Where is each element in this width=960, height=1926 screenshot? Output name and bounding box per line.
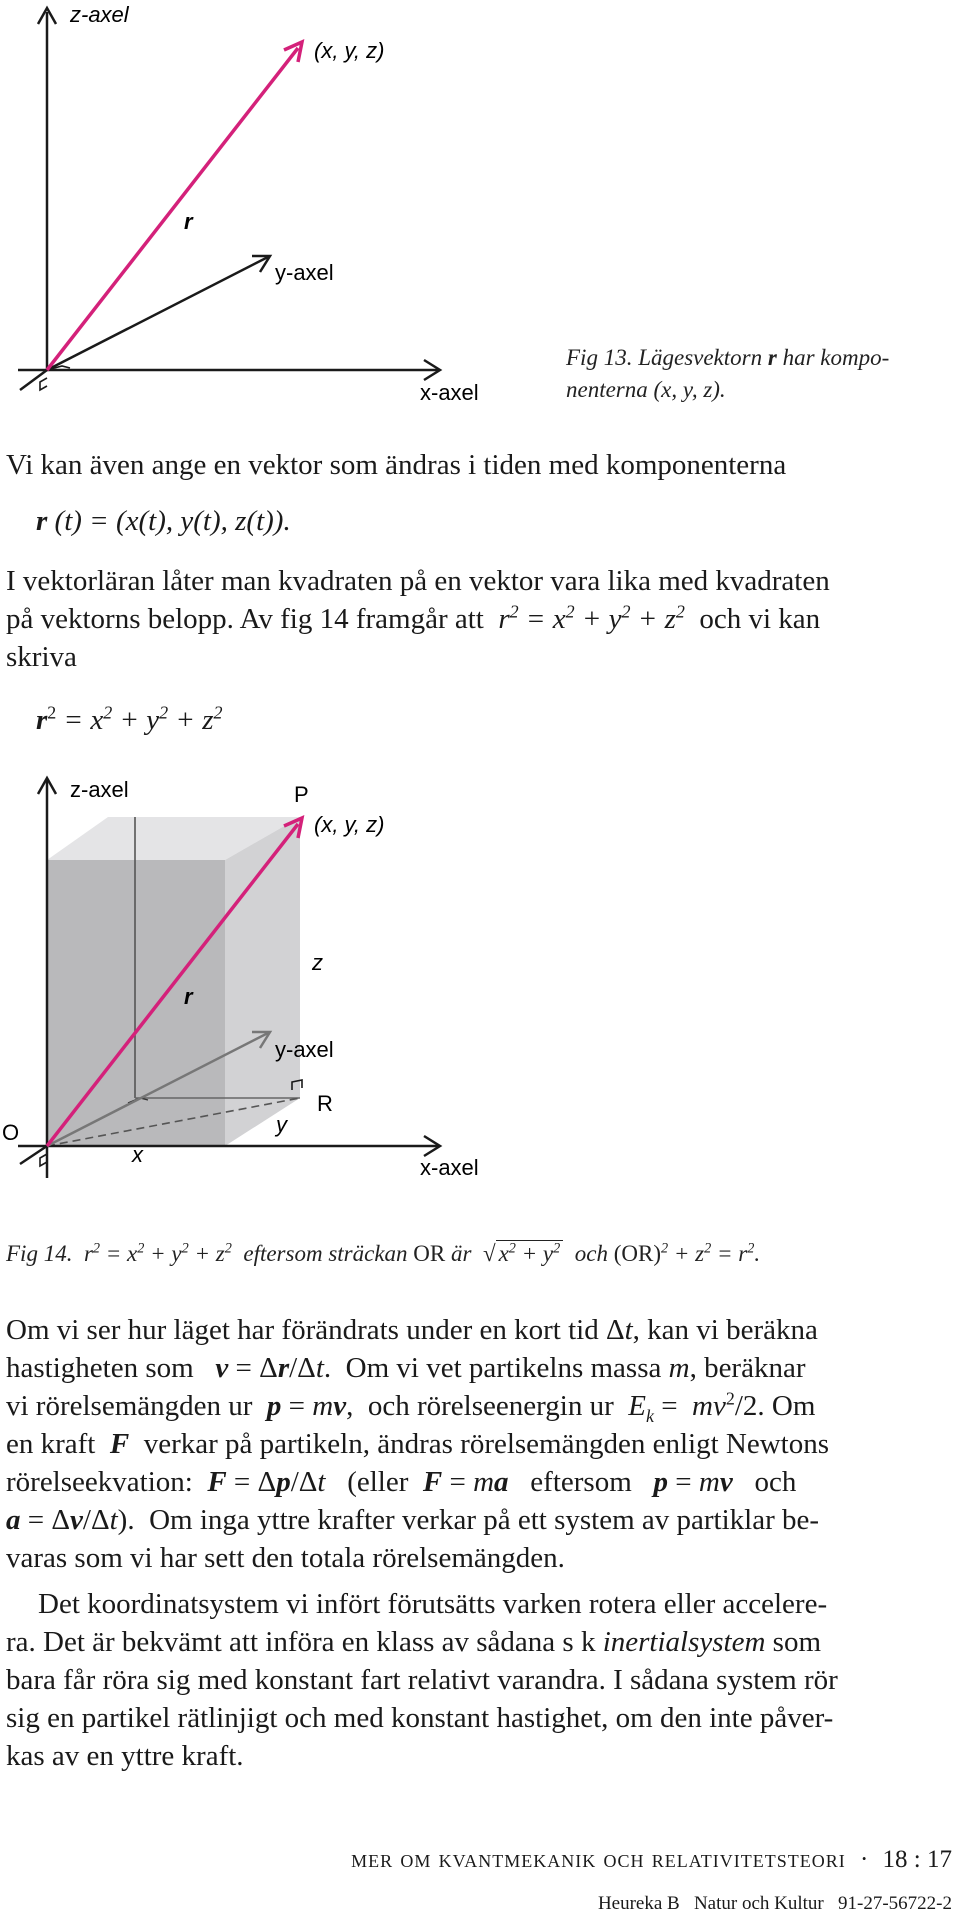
text-line: bara får röra sig med konstant fart relativt varandra. I sådana system rör: [6, 1664, 838, 1696]
depth-axis-line: [20, 1146, 47, 1164]
y-axis-label: y-axel: [275, 260, 334, 285]
box-front-face: [47, 860, 225, 1146]
formula-text: (t) = (x(t), y(t), z(t)).: [54, 505, 291, 537]
text-line: a = Δv/Δt). Om inga yttre krafter verkar på ett system av partiklar be-: [6, 1504, 820, 1536]
inline-formula: p = mv,: [266, 1390, 354, 1422]
vector-symbol: r: [36, 505, 48, 537]
vector-r-label: r: [184, 984, 193, 1009]
running-title: mer om kvantmekanik och relativitetsteori: [351, 1846, 846, 1873]
text-line: sig en partikel rätlinjigt och med konstant hastighet, om den inte påver-: [6, 1702, 834, 1734]
sqrt-formula: √ $x^2 + y^2$: [483, 1240, 563, 1266]
text-line: på vektorns belopp. Av fig 14 framgår att $r^2 = x^2 + y^2 + z^2$ och vi kan: [6, 601, 821, 635]
point-label: (x, y, z): [314, 812, 385, 837]
inline-formula: $E_k = mv^2/2$.: [628, 1388, 765, 1426]
inline-formula: p = mv: [653, 1466, 733, 1498]
inline-formula: a = Δv/Δt).: [6, 1504, 135, 1536]
figure-13-diagram: [0, 0, 520, 410]
text-line: vi rörelsemängden ur p = mv, och rörelseenergin ur $E_k = mv^2/2$. Om: [6, 1388, 816, 1426]
text-line: ra. Det är bekvämt att införa en klass av sådana s k inertialsystem som: [6, 1626, 821, 1658]
figure-13-caption: [566, 342, 946, 406]
text-line: hastigheten som v = Δr/Δt. Om vi vet partikelns massa m, beräknar: [6, 1352, 806, 1384]
y-axis-label: y-axel: [275, 1037, 334, 1062]
figure-14-caption: Fig 14. $r^2 = x^2 + y^2 + z^2$ eftersom sträckan OR är √ $x^2 + y^2$ och $(OR)^2 + z^2 = r^2$.: [6, 1240, 761, 1266]
paragraph: [6, 1311, 958, 1577]
page-number: 18 : 17: [882, 1846, 952, 1873]
point-P-label: P: [294, 782, 309, 807]
position-vector-r: [47, 48, 298, 370]
caption-text: har kompo-: [782, 345, 890, 370]
text-line: I vektorläran låter man kvadraten på en vektor vara lika med kvadraten: [6, 565, 830, 597]
z-axis-label: z-axel: [70, 2, 129, 27]
inline-formula: F = Δp/Δt: [207, 1466, 326, 1498]
z-length-label: z: [312, 950, 323, 975]
formula-r-squared: $r^2 = x^2 + y^2 + z^2$: [36, 702, 223, 736]
caption-text: nenterna (x, y, z).: [566, 377, 726, 402]
point-label: (x, y, z): [314, 38, 385, 63]
y-axis-line: [47, 257, 268, 370]
y-length-label: y: [276, 1112, 287, 1137]
z-axis-label: z-axel: [70, 777, 129, 802]
paragraph: Vi kan även ange en vektor som ändras i tiden med komponenterna: [6, 449, 787, 481]
text-line: en kraft F verkar på partikeln, ändras rörelsemängden enligt Newtons: [6, 1428, 829, 1460]
running-footer: [351, 1846, 952, 1874]
paragraph: [6, 562, 956, 676]
text-line: kas av en yttre kraft.: [6, 1740, 244, 1772]
x-axis-label: x-axel: [420, 1155, 479, 1180]
inline-formula: $r^2 = x^2 + y^2 + z^2$: [498, 601, 685, 635]
inline-formula: $r^2 = x^2 + y^2 + z^2$: [83, 1240, 232, 1266]
text-line: Om vi ser hur läget har förändrats under en kort tid Δt, kan vi beräkna: [6, 1314, 818, 1346]
text-line: Det koordinatsystem vi infört förutsätts varken rotera eller accelere-: [38, 1588, 828, 1620]
figure-14-diagram: [0, 760, 520, 1190]
right-angle-mark: [40, 378, 47, 390]
term-inertialsystem: inertialsystem: [602, 1626, 766, 1658]
publisher-line: Heureka B Natur och Kultur 91-27-56722-2: [597, 1893, 952, 1914]
box-side-face: [225, 817, 300, 1146]
inline-formula: F = ma: [422, 1466, 509, 1498]
paragraph: [6, 1585, 958, 1775]
vector-symbol: r: [36, 704, 48, 736]
caption-vector-symbol: r: [767, 345, 777, 370]
origin-O-label: O: [2, 1120, 20, 1145]
text-line: rörelseekvation: F = Δp/Δt (eller F = ma eftersom p = mv och: [6, 1466, 797, 1498]
inline-formula: Δt: [605, 1314, 633, 1346]
inline-formula: $(OR)^2 + z^2 = r^2$.: [613, 1240, 761, 1266]
caption-text: Fig 13. Lägesvektorn: [566, 345, 763, 370]
text-line: varas som vi har sett den totala rörelsemängden.: [6, 1542, 565, 1574]
formula-r-of-t: [36, 505, 291, 538]
text-line: skriva: [6, 641, 77, 673]
inline-formula: v = Δr/Δt.: [215, 1352, 332, 1384]
x-axis-label: x-axel: [420, 380, 479, 405]
point-R-label: R: [317, 1091, 333, 1116]
vector-r-label: r: [184, 209, 193, 234]
x-length-label: x: [132, 1142, 143, 1167]
footer-separator: ·: [859, 1846, 869, 1873]
